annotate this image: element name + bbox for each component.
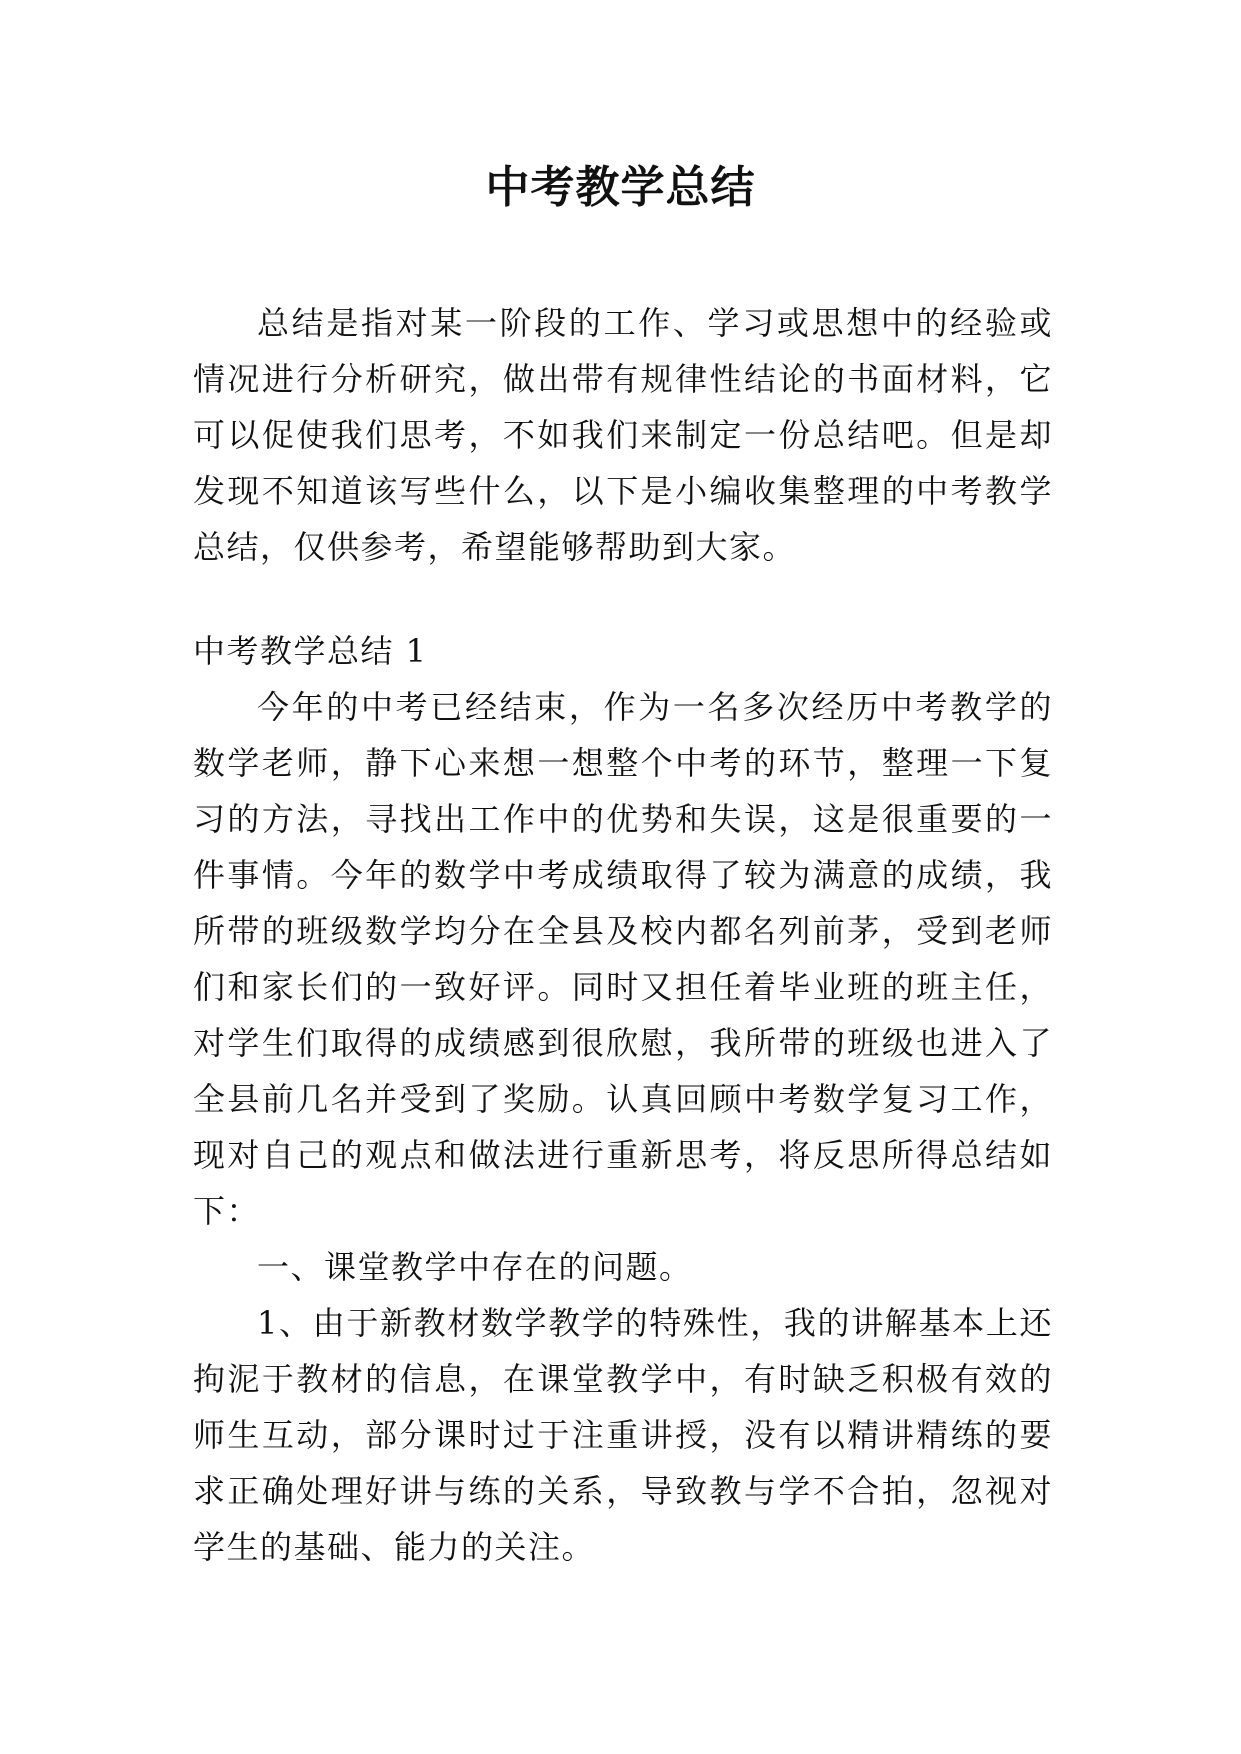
document-body bbox=[193, 295, 1053, 1575]
document-title: 中考教学总结 bbox=[485, 162, 756, 213]
subsection-heading: 一、课堂教学中存在的问题。 bbox=[257, 1248, 693, 1286]
section-heading: 中考教学总结 1 bbox=[193, 632, 428, 670]
body-paragraph: 今年的中考已经结束，作为一名多次经历中考教学的数学老师，静下心来想一想整个中考的环节，整理一下复习的方法，寻找出工作中的优势和失误，这是很重要的一件事情。今年的数学中考成绩取得了较为满意的成绩，我所带的班级数学均分在全县及校内都名列前茅，受到老师们和家长们的一致好评。同时又担任着毕业班的班主任，对学生们取得的成绩感到很欣慰，我所带的班级也进入了全县前几名并受到了奖励。认真回顾中考数学复习工作，现对自己的观点和做法进行重新思考，将反思所得总结如下： bbox=[193, 688, 1053, 1230]
body-paragraph: 1、由于新教材数学教学的特殊性，我的讲解基本上还拘泥于教材的信息，在课堂教学中，有时缺乏积极有效的师生互动，部分课时过于注重讲授，没有以精讲精练的要求正确处理好讲与练的关系，导致教与学不合拍，忽视对学生的基础、能力的关注。 bbox=[193, 1304, 1053, 1566]
intro-paragraph: 总结是指对某一阶段的工作、学习或思想中的经验或情况进行分析研究，做出带有规律性结论的书面材料，它可以促使我们思考，不如我们来制定一份总结吧。但是却发现不知道该写些什么，以下是小编收集整理的中考教学总结，仅供参考，希望能够帮助到大家。 bbox=[193, 304, 1053, 566]
